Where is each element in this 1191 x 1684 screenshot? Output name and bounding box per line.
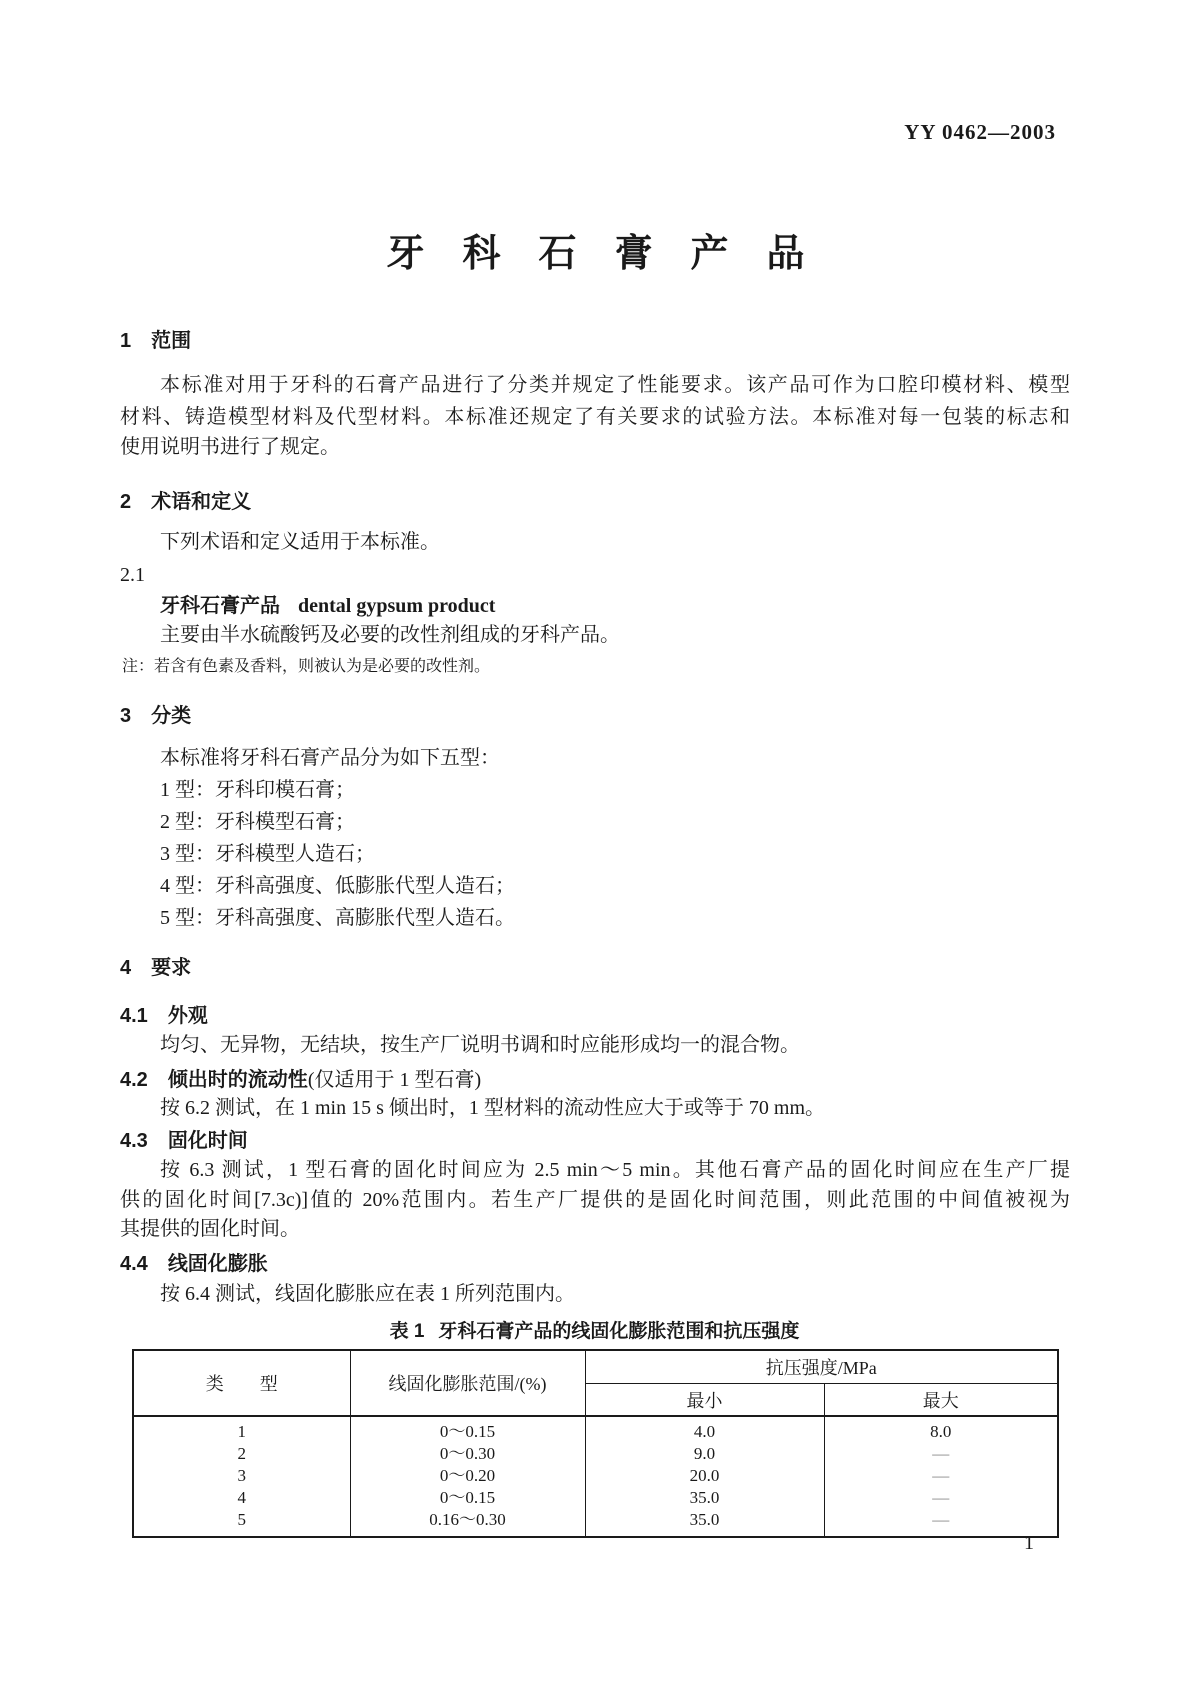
section-1-line-2: 材料、铸造模型材料及代型材料。本标准还规定了有关要求的试验方法。本标准对每一包装的标志和 [120, 406, 1070, 428]
section-4-1-heading [120, 999, 1070, 1028]
document-title-text: 牙科石膏产品 [386, 233, 843, 275]
document-title [0, 222, 1191, 277]
section-4-4-body: 按 6.4 测试，线固化膨胀应在表 1 所列范围内。 [160, 1283, 575, 1305]
section-1-heading [120, 324, 1070, 353]
doc-number: YY 0462—2003 [904, 120, 1056, 144]
section-1-line-3: 使用说明书进行了规定。 [120, 436, 340, 458]
table-row [133, 1487, 1058, 1509]
page-number: 1 [1024, 1532, 1034, 1554]
section-1-title: 范围 [151, 330, 192, 352]
section-4-3-line-2: 供的固化时间[7.3c)]值的 20%范围内。若生产厂提供的是固化时间范围，则此范围的中间值被视为 [120, 1189, 1070, 1211]
table-row [133, 1416, 1058, 1443]
section-4-2-title: 倾出时的流动性 [167, 1069, 308, 1091]
section-3-number: 3 [120, 705, 132, 727]
section-4-3-heading [120, 1124, 1070, 1153]
cell-max: — [932, 1488, 950, 1507]
cell-max: — [932, 1444, 950, 1463]
cell-min: 9.0 [585, 1443, 824, 1465]
section-4-4-number: 4.4 [120, 1253, 148, 1275]
section-4-3-line-1: 按 6.3 测试，1 型石膏的固化时间应为 2.5 min～5 min。其他石膏产品的固化时间应在生产厂提 [160, 1159, 1070, 1181]
section-2-number: 2 [120, 491, 132, 513]
section-4-4-title: 线固化膨胀 [167, 1253, 268, 1275]
column-header-strength: 抗压强度/MPa [585, 1350, 1058, 1384]
table-1-header-row-1 [133, 1350, 1058, 1384]
table-1-caption [132, 1316, 1057, 1343]
column-header-expansion: 线固化膨胀范围/(%) [350, 1350, 585, 1416]
table-1-caption-text: 牙科石膏产品的线固化膨胀范围和抗压强度 [438, 1321, 800, 1342]
section-4-3-title: 固化时间 [167, 1130, 248, 1152]
section-4-2-number: 4.2 [120, 1069, 148, 1091]
section-1-number: 1 [120, 330, 132, 352]
type-item-4: 4 型：牙科高强度、低膨胀代型人造石； [160, 875, 515, 897]
cell-expansion: 0～0.20 [350, 1465, 585, 1487]
cell-expansion: 0.16～0.30 [350, 1509, 585, 1537]
section-4-2-heading [120, 1063, 1070, 1092]
term-english: dental gypsum product [298, 595, 496, 617]
type-item-5: 5 型：牙科高强度、高膨胀代型人造石。 [160, 907, 515, 929]
type-item-2: 2 型：牙科模型石膏； [160, 811, 355, 833]
cell-type: 4 [133, 1487, 350, 1509]
section-4-2-title-suffix: (仅适用于 1 型石膏) [307, 1069, 482, 1091]
cell-expansion: 0～0.15 [350, 1416, 585, 1443]
section-3-title: 分类 [151, 705, 192, 727]
table-row [133, 1509, 1058, 1537]
term-chinese: 牙科石膏产品 [160, 595, 280, 617]
section-2-title: 术语和定义 [151, 491, 252, 513]
section-4-1-number: 4.1 [120, 1005, 148, 1027]
cell-min: 4.0 [585, 1416, 824, 1443]
cell-min: 35.0 [585, 1509, 824, 1537]
section-2-intro: 下列术语和定义适用于本标准。 [160, 531, 440, 553]
table-row [133, 1465, 1058, 1487]
type-item-3: 3 型：牙科模型人造石； [160, 843, 375, 865]
term-note: 注：若含有色素及香料，则被认为是必要的改性剂。 [122, 658, 491, 675]
section-4-4-heading [120, 1247, 1070, 1276]
section-4-heading [120, 951, 1070, 980]
cell-type: 1 [133, 1416, 350, 1443]
section-3-heading [120, 699, 1070, 728]
type-item-1: 1 型：牙科印模石膏； [160, 779, 355, 801]
table-1 [132, 1349, 1059, 1538]
column-header-type: 类 型 [133, 1350, 350, 1416]
cell-min: 35.0 [585, 1487, 824, 1509]
section-4-title: 要求 [151, 957, 192, 979]
cell-max: — [932, 1466, 950, 1485]
section-4-1-body: 均匀、无异物，无结块，按生产厂说明书调和时应能形成均一的混合物。 [160, 1034, 800, 1056]
cell-type: 2 [133, 1443, 350, 1465]
cell-expansion: 0～0.15 [350, 1487, 585, 1509]
table-1-caption-label: 表 1 [389, 1321, 425, 1342]
cell-max: — [932, 1510, 950, 1529]
section-4-3-line-3: 其提供的固化时间。 [120, 1218, 300, 1240]
cell-expansion: 0～0.30 [350, 1443, 585, 1465]
section-2-heading [120, 485, 1070, 514]
term-line [120, 592, 1110, 620]
cell-max: 8.0 [930, 1422, 952, 1441]
subsection-2-1-number: 2.1 [120, 564, 145, 586]
cell-type: 3 [133, 1465, 350, 1487]
column-header-max: 最大 [922, 1390, 959, 1411]
section-4-number: 4 [120, 957, 132, 979]
section-3-intro: 本标准将牙科石膏产品分为如下五型： [160, 747, 500, 769]
section-4-1-title: 外观 [167, 1005, 208, 1027]
section-4-2-body: 按 6.2 测试，在 1 min 15 s 倾出时，1 型材料的流动性应大于或等于 70 mm。 [160, 1097, 826, 1119]
cell-min: 20.0 [585, 1465, 824, 1487]
section-4-3-number: 4.3 [120, 1130, 148, 1152]
column-header-min: 最小 [585, 1384, 824, 1417]
cell-type: 5 [133, 1509, 350, 1537]
table-row [133, 1443, 1058, 1465]
term-definition: 主要由半水硫酸钙及必要的改性剂组成的牙科产品。 [160, 624, 620, 646]
section-1-line-1: 本标准对用于牙科的石膏产品进行了分类并规定了性能要求。该产品可作为口腔印模材料、模型 [160, 374, 1070, 396]
